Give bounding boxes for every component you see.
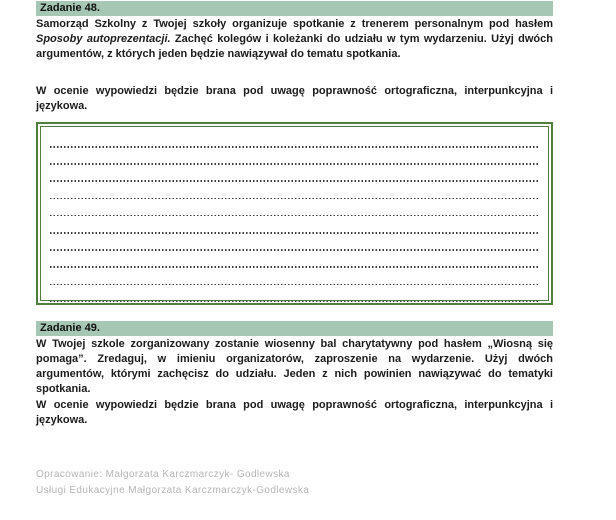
answer-line: [50, 219, 539, 236]
task-49-title: Zadanie 49.: [40, 322, 100, 334]
footer-credits: [36, 467, 309, 499]
task-49-body: W Twojej szkole zorganizowany zostanie wiosenny bal charytatywny pod hasłem „Wiosną się pomaga”. Zredaguj, w imieniu organizatorów, zaproszenie na wydarzenie. Użyj dwóch argumentów, którymi zachęcisz do udziału. Jeden z nich powinien nawiązywać do tematyki spotkania.: [36, 338, 553, 395]
task-48-body: [36, 17, 553, 62]
task-48-body-italic-phrase: Sposoby autoprezentacji.: [36, 33, 171, 45]
answer-box: [36, 122, 553, 305]
answer-line: [50, 271, 539, 288]
answer-line: [50, 167, 539, 184]
task-48-body-part1: Samorząd Szkolny z Twojej szkoły organizuje spotkanie z trenerem personalnym pod hasłem: [36, 18, 553, 30]
answer-line: [50, 133, 539, 150]
task-48-assessment-note: W ocenie wypowiedzi będzie brana pod uwagę poprawność ortograficzna, interpunkcyjna i językowa.: [36, 85, 553, 112]
footer-line-1: Opracowanie: Małgorzata Karczmarczyk- Godlewska: [36, 469, 290, 480]
task-49-assessment-note: W ocenie wypowiedzi będzie brana pod uwagę poprawność ortograficzna, interpunkcyjna i językowa.: [36, 399, 553, 426]
answer-line: [50, 202, 539, 219]
answer-line: [50, 288, 539, 305]
task-48-title: Zadanie 48.: [40, 2, 100, 14]
task-49-header-bar: [36, 321, 553, 336]
answer-box-inner-border: [40, 126, 549, 301]
answer-line: [50, 236, 539, 253]
answer-line: [50, 150, 539, 167]
footer-line-2: Usługi Edukacyjne Małgorzata Karczmarczyk-Godlewska: [36, 485, 310, 496]
answer-line: [50, 185, 539, 202]
task-48-header-bar: [36, 1, 553, 16]
answer-line: [50, 253, 539, 270]
task-48-body-part2: Zachęć kolegów i koleżanki do udziału w tym wydarzeniu. Użyj dwóch argumentów, z których jeden będzie nawiązywał do tematu spotkania.: [36, 33, 553, 60]
